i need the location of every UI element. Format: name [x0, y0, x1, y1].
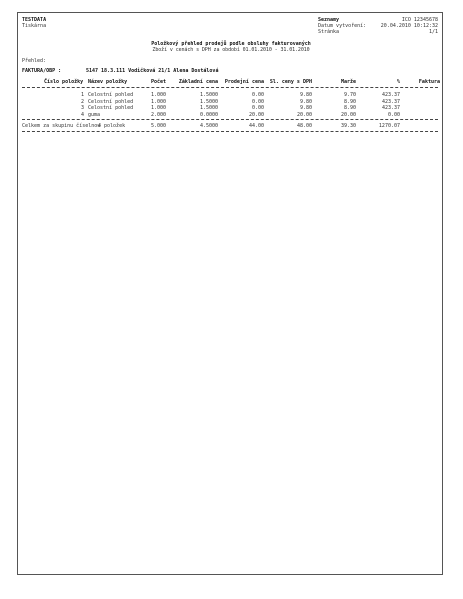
cell-item-name: Celostní pohled — [88, 92, 134, 98]
cell-pct: 423.37 — [381, 92, 400, 98]
cell-margin: 8.90 — [343, 98, 356, 105]
cell-discount: 9.80 — [299, 92, 312, 98]
cell-discount: 9.80 — [299, 105, 312, 111]
cell-item-no: 2 — [80, 98, 84, 105]
col-sale-price: Prodejní cena — [224, 79, 264, 85]
report-page — [17, 12, 443, 575]
total-qty: 5.000 — [150, 123, 166, 129]
cell-pct: 0.00 — [387, 111, 400, 118]
cell-sale-price: 20.00 — [248, 111, 264, 118]
cell-margin: 9.70 — [343, 92, 356, 98]
total-pct: 1270.07 — [378, 123, 400, 129]
col-qty: Počet — [150, 79, 166, 85]
cell-margin: 8.90 — [343, 105, 356, 111]
cell-pct: 423.37 — [381, 98, 400, 105]
cell-base-price: 0.0000 — [199, 111, 218, 118]
group-label: FAKTURA/OBP : — [22, 68, 62, 74]
cell-discount: 20.00 — [296, 111, 312, 118]
cell-sale-price: 0.00 — [251, 98, 264, 105]
cell-pct: 423.37 — [381, 105, 400, 111]
col-item-no: Číslo položky — [44, 79, 84, 85]
cell-sale-price: 0.00 — [251, 105, 264, 111]
cell-item-name: Celostní pohled — [88, 105, 134, 111]
report-title: Položkový přehled prodejů podle obsluhy fakturovaných — [151, 41, 311, 47]
cell-item-name: guma — [88, 111, 101, 118]
report-subtitle: Zboží v cenách s DPH za období 01.01.2010 - 31.01.2010 — [152, 47, 310, 53]
cell-discount: 9.80 — [299, 98, 312, 105]
cell-base-price: 1.5000 — [199, 98, 218, 105]
total-label: Celkem za skupinu číselnou — [22, 123, 101, 129]
col-item-name: Název položky — [88, 79, 128, 85]
group-value: 5147 18.3.111 Vodičková 21/1 Alena Dostálová — [86, 68, 219, 74]
col-base-price: Základní cena — [178, 79, 218, 85]
header-rule — [22, 87, 438, 88]
cell-item-no: 3 — [80, 105, 84, 111]
cell-base-price: 1.5000 — [199, 105, 218, 111]
cell-qty: 2.000 — [150, 111, 166, 118]
col-invoice: Faktura — [418, 79, 440, 85]
header-right-value-3: 1/1 — [428, 29, 438, 35]
cell-base-price: 1.5000 — [199, 92, 218, 98]
cell-item-name: Celostní pohled — [88, 98, 134, 105]
header-right-label-3: Stránka — [318, 29, 340, 35]
cell-item-no: 1 — [80, 92, 84, 98]
total-base-price: 4.5000 — [199, 123, 218, 129]
cell-qty: 1.000 — [150, 92, 166, 98]
section-label: Přehled: — [22, 58, 47, 64]
cell-item-no: 4 — [80, 111, 84, 118]
header-right-value-2: 20.04.2010 10:12:32 — [380, 23, 438, 29]
header-right-label-1: Seznamy — [318, 17, 340, 23]
col-margin: Marže — [340, 79, 356, 85]
header-right-value-1: ICO 12345678 — [401, 17, 438, 23]
total-margin: 39.30 — [340, 123, 356, 129]
printer-label: Tiskárna — [22, 23, 47, 29]
col-pct: % — [396, 79, 400, 85]
total-rule-bottom — [22, 131, 438, 132]
total-count: 4 položek — [98, 123, 126, 129]
total-sale-price: 44.00 — [248, 123, 264, 129]
cell-margin: 20.00 — [340, 111, 356, 118]
cell-qty: 1.000 — [150, 105, 166, 111]
col-discount: Sl. ceny s DPH — [269, 79, 312, 85]
total-discount: 48.00 — [296, 123, 312, 129]
header-right-label-2: Datum vytvoření: — [318, 23, 367, 29]
cell-qty: 1.000 — [150, 98, 166, 105]
total-rule-top — [22, 119, 438, 120]
cell-sale-price: 0.00 — [251, 92, 264, 98]
company-name: TESTDATA — [22, 17, 47, 23]
